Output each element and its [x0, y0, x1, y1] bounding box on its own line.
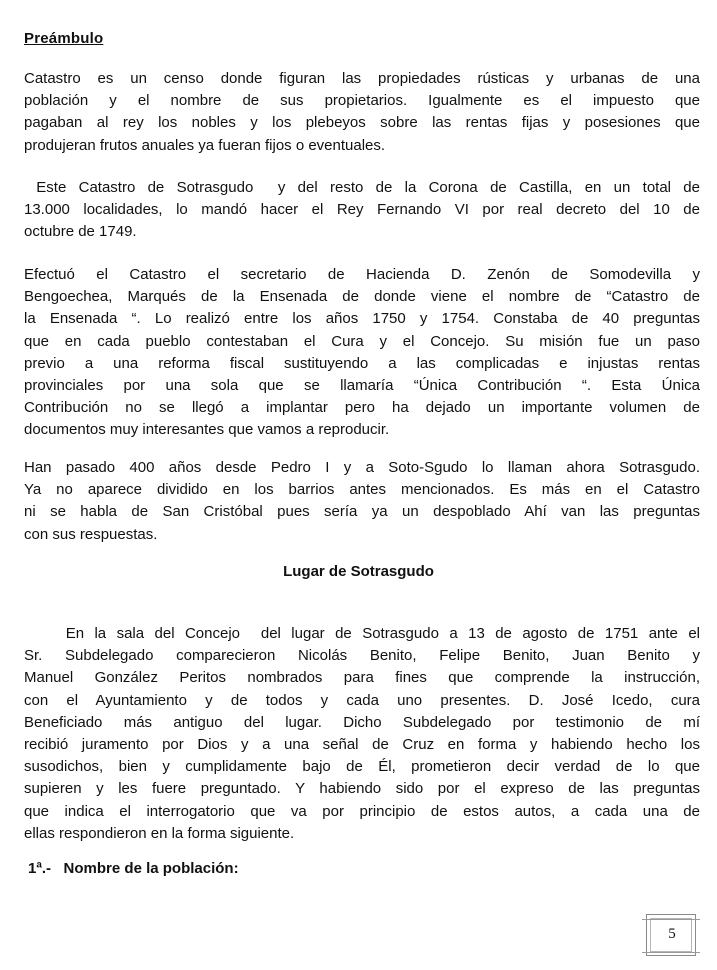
- section-title: Lugar de Sotrasgudo: [283, 563, 434, 580]
- paragraph-line: Bengoechea, Marqués de la Ensenada de donde viene el nombre de “Catastro de: [24, 288, 700, 306]
- paragraph-line: 13.000 localidades, lo mandó hacer el Rey Fernando VI por real decreto del 10 de: [24, 201, 700, 219]
- paragraph-line: octubre de 1749.: [24, 223, 137, 241]
- question-1-heading: 1ª.- Nombre de la población:: [28, 860, 239, 877]
- paragraph-line: Contribución no se llegó a implantar pero ha dejado un importante volumen de: [24, 399, 700, 417]
- paragraph-line: con el Ayuntamiento y de todos y cada uno presentes. D. José Icedo, cura: [24, 691, 700, 709]
- paragraph-line: susodichos, bien y cumplidamente bajo de Él, prometieron decir verdad de lo que: [24, 758, 700, 776]
- paragraph-5: [24, 623, 700, 845]
- paragraph-line: Beneficiado más antiguo del lugar. Dicho Subdelegado por testimonio de mí: [24, 713, 700, 731]
- paragraph-line: con sus respuestas.: [24, 525, 158, 543]
- paragraph-3: [24, 264, 700, 442]
- paragraph-line: Catastro es un censo donde figuran las propiedades rústicas y urbanas de una: [24, 70, 700, 87]
- paragraph-line: Ya no aparece dividido en los barrios antes mencionados. Es más en el Catastro: [24, 481, 700, 499]
- paragraph-line: Sr. Subdelegado comparecieron Nicolás Benito, Felipe Benito, Juan Benito y: [24, 647, 700, 665]
- preamble-heading: Preámbulo: [24, 30, 104, 47]
- paragraph-line: recibió juramento por Dios y a una señal de Cruz en forma y habiendo hecho los: [24, 736, 700, 754]
- paragraph-line: ni se habla de San Cristóbal pues sería ya un despoblado Ahí van las preguntas: [24, 503, 700, 521]
- page-number-box: [646, 914, 696, 956]
- page-number: 5: [668, 926, 676, 942]
- paragraph-line: previo a una reforma fiscal sustituyendo a las complicadas e injustas rentas: [24, 354, 700, 372]
- paragraph-line: ellas respondieron en la forma siguiente.: [24, 824, 295, 842]
- paragraph-line: provinciales por una sola que se llamaría “Única Contribución “. Esta Única: [24, 377, 700, 395]
- paragraph-line: que en cada pueblo contestaban el Cura y el Concejo. Su misión fue un paso: [24, 332, 700, 350]
- paragraph-1: [24, 68, 700, 157]
- paragraph-line: pagaban al rey los nobles y los plebeyos sobre las rentas fijas y posesiones que: [24, 114, 700, 132]
- paragraph-line: produjeran frutos anuales ya fueran fijos o eventuales.: [24, 136, 386, 154]
- paragraph-line: que indica el interrogatorio que va por principio de estos autos, a cada una de: [24, 802, 700, 820]
- paragraph-4: [24, 457, 700, 546]
- paragraph-line: la Ensenada “. Lo realizó entre los años 1750 y 1754. Constaba de 40 preguntas: [24, 310, 700, 328]
- paragraph-line: documentos muy interesantes que vamos a reproducir.: [24, 421, 390, 439]
- paragraph-line: Manuel González Peritos nombrados para fines que comprende la instrucción,: [24, 669, 700, 687]
- paragraph-line: Este Catastro de Sotrasgudo y del resto de la Corona de Castilla, en un total de: [24, 179, 700, 196]
- paragraph-line: Han pasado 400 años desde Pedro I y a Soto-Sgudo lo llaman ahora Sotrasgudo.: [24, 459, 700, 476]
- paragraph-line: población y el nombre de sus propietarios. Igualmente es el impuesto que: [24, 92, 700, 110]
- paragraph-2: [24, 177, 700, 244]
- paragraph-line: supieren y les fuere preguntado. Y habiendo sido por el expreso de las preguntas: [24, 780, 700, 798]
- paragraph-line: Efectuó el Catastro el secretario de Hacienda D. Zenón de Somodevilla y: [24, 266, 700, 283]
- paragraph-line: En la sala del Concejo del lugar de Sotrasgudo a 13 de agosto de 1751 ante el: [24, 625, 700, 642]
